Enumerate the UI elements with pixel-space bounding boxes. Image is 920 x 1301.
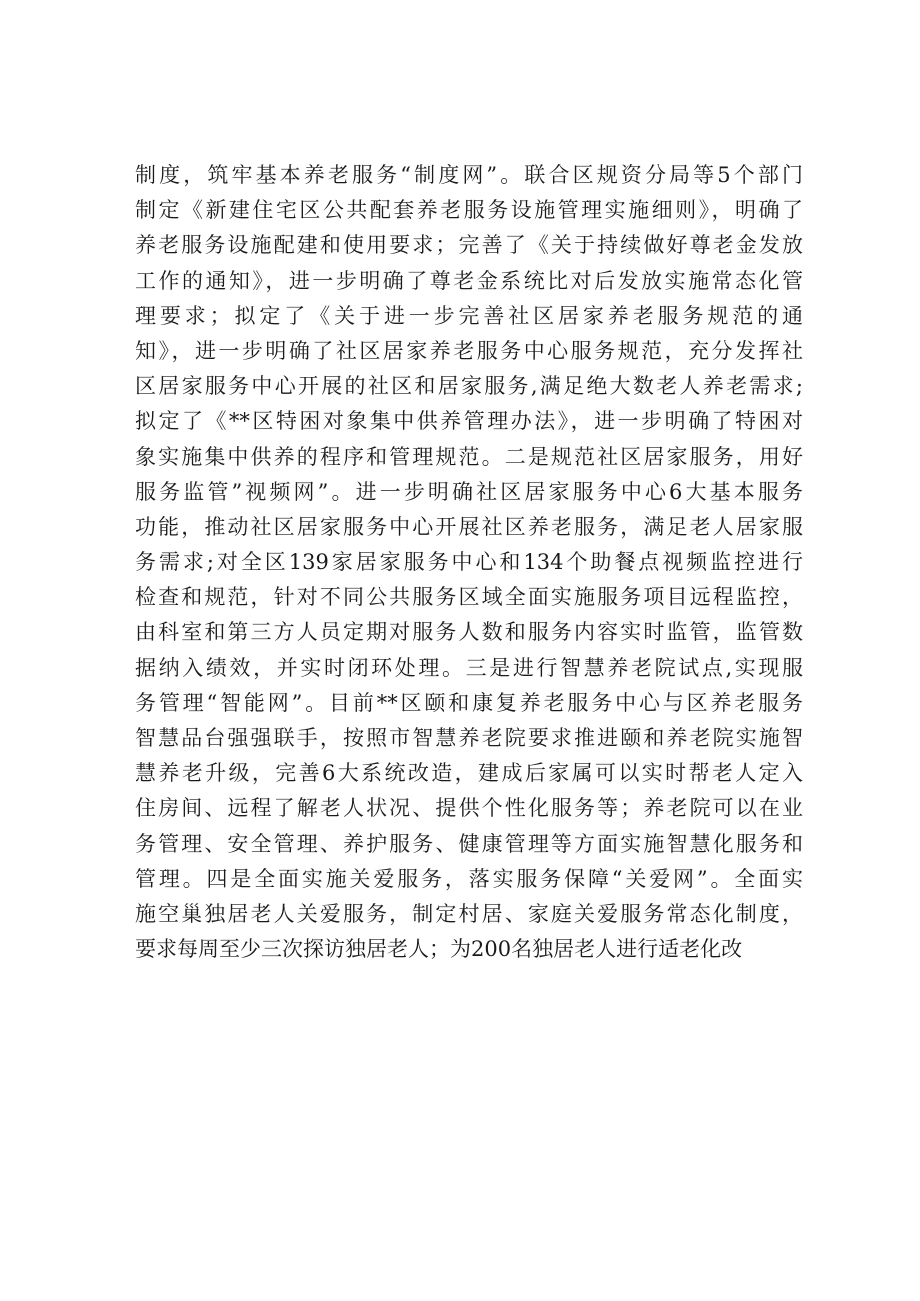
text-line: 服务监管”视频网”。进一步明确社区居家服务中心6大基本服务 [135, 479, 803, 504]
text-line: 理要求；拟定了《关于进一步完善社区居家养老服务规范的通 [135, 303, 803, 328]
text-line: 由科室和第三方人员定期对服务人数和服务内容实时监管，监管数 [135, 620, 803, 645]
text-line: 要求每周至少三次探访独居老人；为200名独居老人进行适老化改 [135, 937, 743, 962]
text-line: 施空巢独居老人关爱服务，制定村居、家庭关爱服务常态化制度， [135, 901, 803, 926]
text-line: 慧养老升级，完善6大系统改造，建成后家属可以实时帮老人定入 [135, 761, 803, 786]
text-line: 务管理“智能网”。目前**区颐和康复养老服务中心与区养老服务 [135, 690, 803, 715]
text-line: 住房间、远程了解老人状况、提供个性化服务等；养老院可以在业 [135, 796, 803, 821]
text-line: 制度，筑牢基本养老服务“制度网”。联合区规资分局等5个部门 [135, 163, 803, 187]
text-line: 务管理、安全管理、养护服务、健康管理等方面实施智慧化服务和 [135, 831, 803, 856]
text-line: 区居家服务中心开展的社区和居家服务,满足绝大数老人养老需求; [135, 374, 803, 399]
text-line: 智慧品台强强联手，按照市智慧养老院要求推进颐和养老院实施智 [135, 726, 803, 750]
text-line: 据纳入绩效，并实时闭环处理。三是进行智慧养老院试点,实现服 [135, 655, 803, 680]
text-line: 务需求;对全区139家居家服务中心和134个助餐点视频监控进行 [135, 550, 803, 575]
text-line: 检查和规范，针对不同公共服务区域全面实施服务项目远程监控， [135, 585, 803, 610]
text-line: 功能，推动社区居家服务中心开展社区养老服务，满足老人居家服 [135, 514, 803, 539]
text-line: 工作的通知》，进一步明确了尊老金系统比对后发放实施常态化管 [135, 268, 803, 293]
body-paragraph [135, 158, 803, 967]
text-line: 拟定了《**区特困对象集中供养管理办法》，进一步明确了特困对 [135, 409, 803, 434]
text-line: 养老服务设施配建和使用要求；完善了《关于持续做好尊老金发放 [135, 233, 803, 258]
text-line: 知》，进一步明确了社区居家养老服务中心服务规范，充分发挥社 [135, 338, 803, 363]
text-line: 象实施集中供养的程序和管理规范。二是规范社区居家服务，用好 [135, 444, 803, 469]
text-line: 制定《新建住宅区公共配套养老服务设施管理实施细则》，明确了 [135, 198, 803, 223]
text-line: 管理。四是全面实施关爱服务，落实服务保障“关爱网”。全面实 [135, 866, 803, 891]
